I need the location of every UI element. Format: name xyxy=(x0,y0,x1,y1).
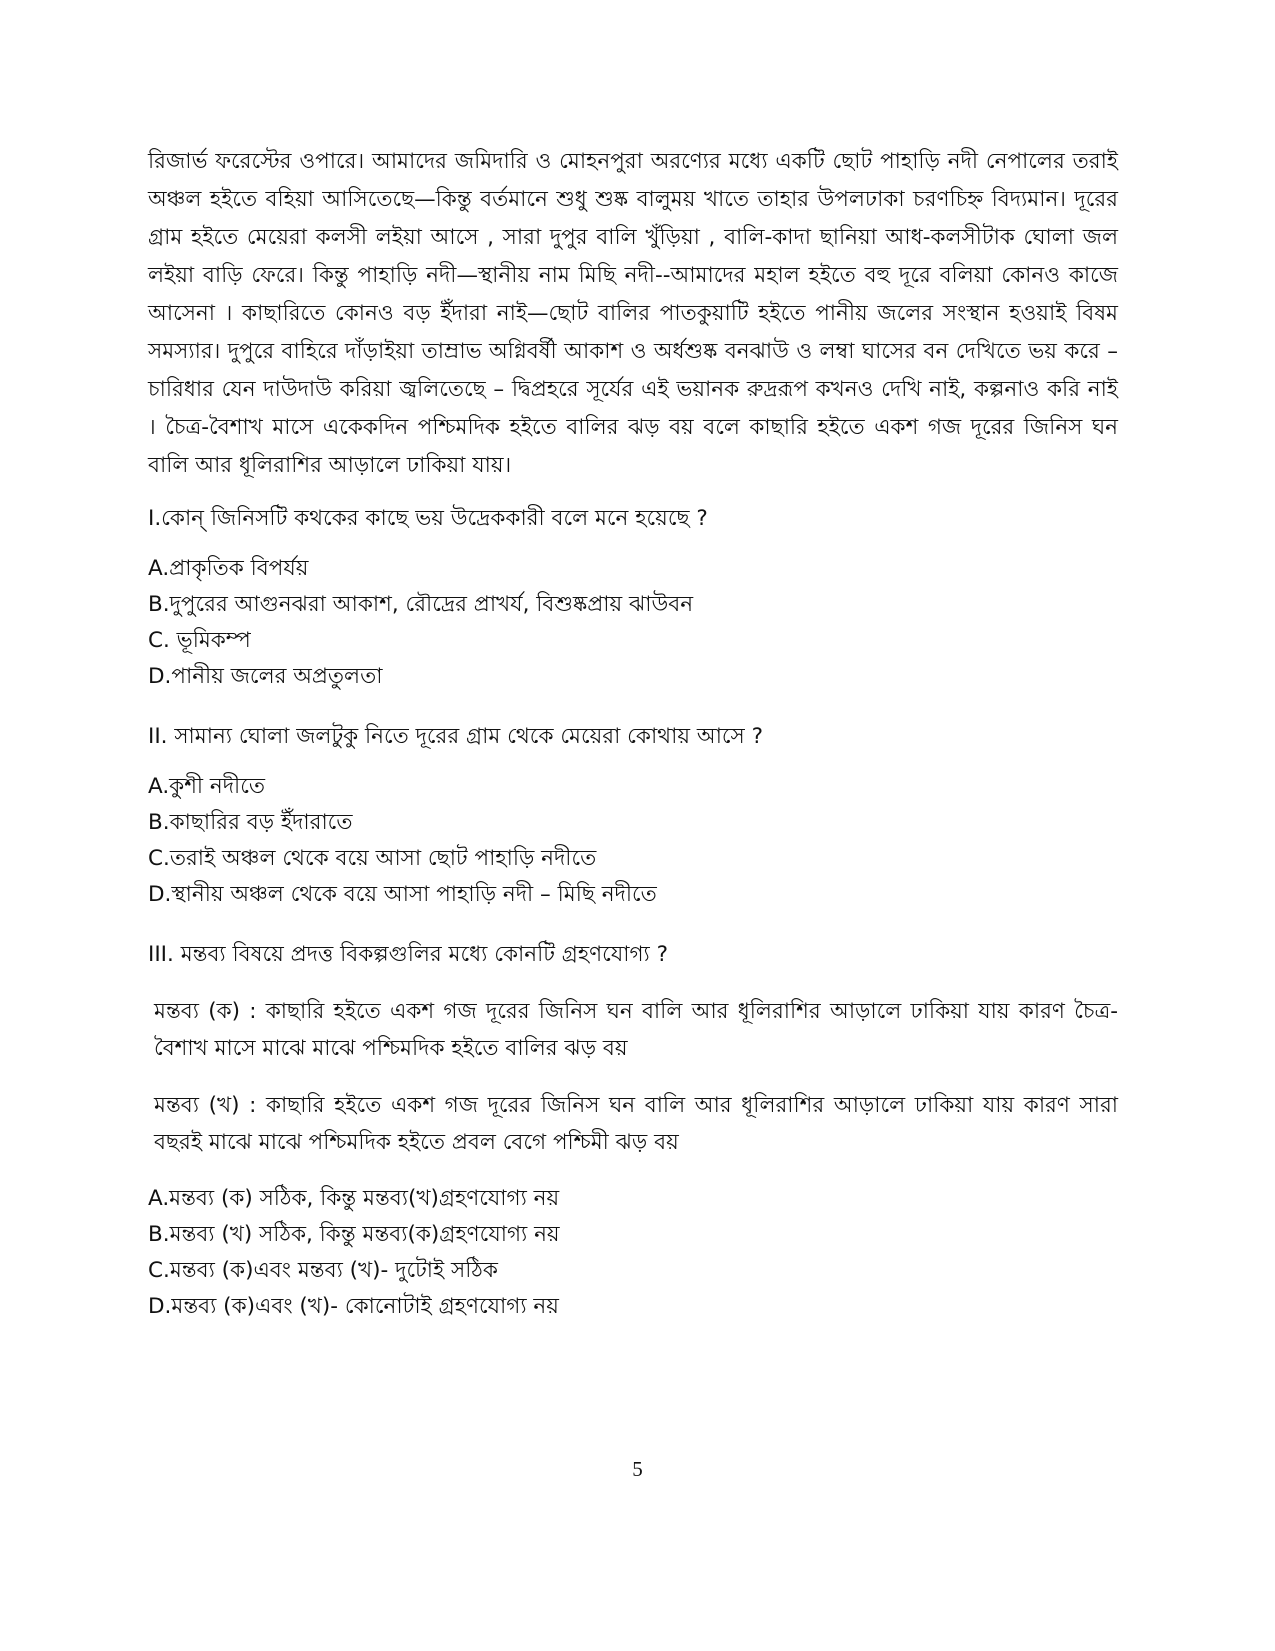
page-number: 5 xyxy=(632,1457,643,1481)
question-3-options xyxy=(148,1181,1118,1325)
passage xyxy=(148,143,1118,485)
question-2-options xyxy=(148,769,1118,913)
question-3-option-d: D.মন্তব্য (ক)এবং (খ)- কোনোটাই গ্রহণযোগ্য নয় xyxy=(148,1294,559,1319)
question-2-option-b: B.কাছারির বড় ইঁদারাতে xyxy=(148,810,353,835)
question-2-option-a: A.কুশী নদীতে xyxy=(148,774,265,799)
question-2-option-c: C.তরাই অঞ্চল থেকে বয়ে আসা ছোট পাহাড়ি নদীতে xyxy=(148,846,597,871)
question-1-option-a: A.প্রাকৃতিক বিপর্যয় xyxy=(148,556,309,581)
page-content xyxy=(148,143,1118,1325)
question-3-option-c: C.মন্তব্য (ক)এবং মন্তব্য (খ)- দুটোই সঠিক xyxy=(148,1258,498,1283)
question-2: II. সামান্য ঘোলা জলটুকু নিতে দূরের গ্রাম থেকে মেয়েরা কোথায় আসে ? xyxy=(148,724,764,749)
passage-paragraph: রিজার্ভ ফরেস্টের ওপারে। আমাদের জমিদারি ও মোহনপুরা অরণ্যের মধ্যে একটি ছোট পাহাড়ি নদী নেপালের তরাই অঞ্চল হইতে বহিয়া আসিতেছে—কিন্তু বর্তমানে শুধু শুষ্ক বালুময় খাতে তাহার উপলঢাকা চরণচিহ্ন বিদ্যমান। দূরের গ্রাম হইতে মেয়েরা কলসী লইয়া আসে , সারা দুপুর বালি খুঁড়িয়া , বালি-কাদা ছানিয়া আধ-কলসীটাক ঘোলা জল লইয়া বাড়ি ফেরে। কিন্তু পাহাড়ি নদী—স্থানীয় নাম মিছি নদী--আমাদের মহাল হইতে বহু দূরে বলিয়া কোনও কাজে আসেনা । কাছারিতে কোনও বড় ইঁদারা নাই—ছোট বালির পাতকুয়াটি হইতে পানীয় জলের সংস্থান হওয়াই বিষম সমস্যার। দুপুরে বাহিরে দাঁড়াইয়া তাম্রাভ অগ্নিবর্ষী আকাশ ও অর্ধশুষ্ক বনঝাউ ও লম্বা ঘাসের বন দেখিতে ভয় করে – চারিধার যেন দাউদাউ করিয়া জ্বলিতেছে – দ্বিপ্রহরে সূর্যের এই ভয়ানক রুদ্ররূপ কখনও দেখি নাই, কল্পনাও করি নাই । চৈত্র-বৈশাখ মাসে একেকদিন পশ্চিমদিক হইতে বালির ঝড় বয় বলে কাছারি হইতে একশ গজ দূরের জিনিস ঘন বালি আর ধূলিরাশির আড়ালে ঢাকিয়া যায়। xyxy=(148,149,1118,478)
question-1-option-d: D.পানীয় জলের অপ্রতুলতা xyxy=(148,664,383,689)
comment-kha: মন্তব্য (খ) : কাছারি হইতে একশ গজ দূরের জিনিস ঘন বালি আর ধূলিরাশির আড়ালে ঢাকিয়া যায় কারণ সারা বছরই মাঝে মাঝে পশ্চিমদিক হইতে প্রবল বেগে পশ্চিমী ঝড় বয় xyxy=(154,1093,1118,1155)
comment-ka: মন্তব্য (ক) : কাছারি হইতে একশ গজ দূরের জিনিস ঘন বালি আর ধূলিরাশির আড়ালে ঢাকিয়া যায় কারণ চৈত্র-বৈশাখ মাসে মাঝে মাঝে পশ্চিমদিক হইতে বালির ঝড় বয় xyxy=(154,999,1118,1061)
question-3-option-a: A.মন্তব্য (ক) সঠিক, কিন্তু মন্তব্য(খ)গ্রহণযোগ্য নয় xyxy=(148,1186,560,1211)
question-1: I.কোন্ জিনিসটি কথকের কাছে ভয় উদ্রেককারী বলে মনে হয়েছে ? xyxy=(148,506,708,531)
question-1-option-b: B.দুপুরের আগুনঝরা আকাশ, রৌদ্রের প্রাখর্য, বিশুষ্কপ্রায় ঝাউবন xyxy=(148,592,694,617)
question-1-options xyxy=(148,551,1118,695)
question-1-option-c: C. ভূমিকম্প xyxy=(148,628,251,653)
question-3-option-b: B.মন্তব্য (খ) সঠিক, কিন্তু মন্তব্য(ক)গ্রহণযোগ্য নয় xyxy=(148,1222,560,1247)
question-3: III. মন্তব্য বিষয়ে প্রদত্ত বিকল্পগুলির মধ্যে কোনটি গ্রহণযোগ্য ? xyxy=(148,942,669,967)
question-2-option-d: D.স্থানীয় অঞ্চল থেকে বয়ে আসা পাহাড়ি নদী – মিছি নদীতে xyxy=(148,882,657,907)
